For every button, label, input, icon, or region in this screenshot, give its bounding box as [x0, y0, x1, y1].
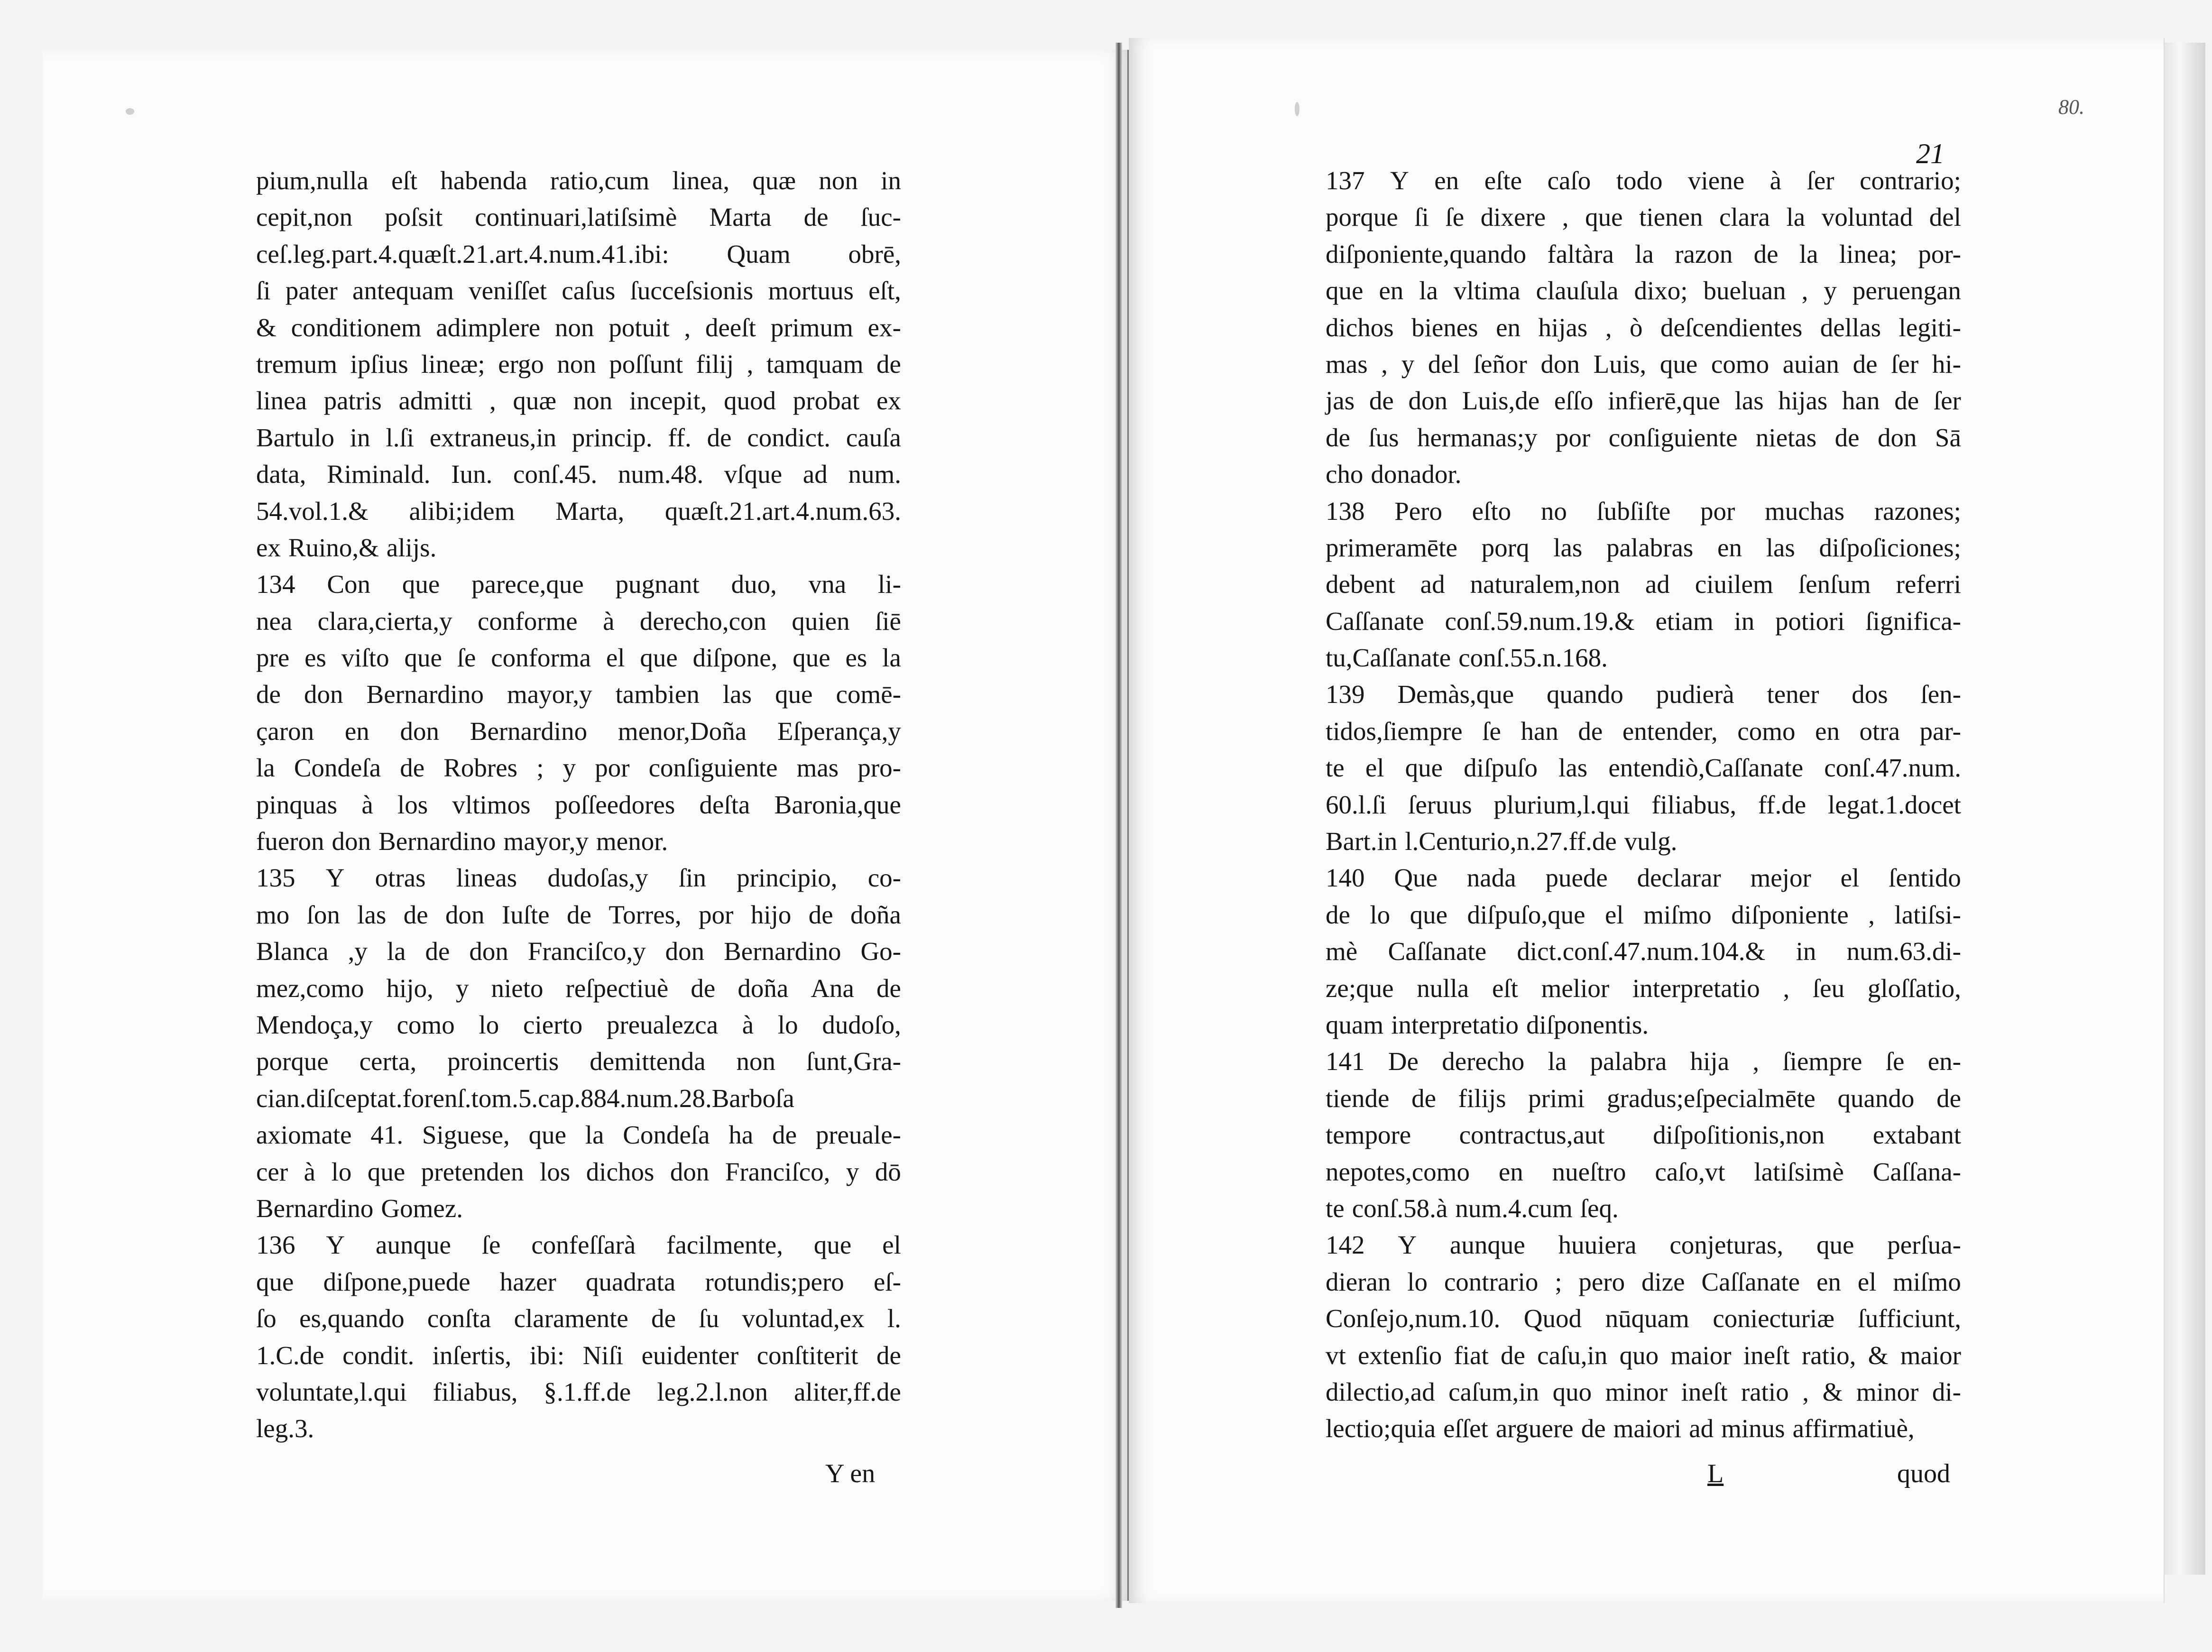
text-line: jas de don Luis,de eſſo infierē,que las hijas han de ſer — [1326, 386, 1961, 415]
text-line: mè Caſſanate dict.conſ.47.num.104.& in num.63.di- — [1326, 937, 1961, 966]
text-line: 142 Y aunque huuiera conjeturas, que perſua- — [1326, 1230, 1961, 1260]
text-line: Blanca ,y la de don Franciſco,y don Bernardino Go- — [256, 937, 901, 966]
text-line: ze;que nulla eſt melior interpretatio , ſeu gloſſatio, — [1326, 973, 1961, 1003]
text-line: nepotes,como en nueſtro caſo,vt latiſsimè Caſſana- — [1326, 1157, 1961, 1186]
text-line: primeramēte porq las palabras en las diſpoſiciones; — [1326, 533, 1961, 562]
text-line: mo ſon las de don Iuſte de Torres, por hijo de doña — [256, 900, 901, 929]
text-line: de lo que diſpuſo,que el miſmo diſponiente , latiſsi- — [1326, 900, 1961, 929]
handwritten-folio-note: 80. — [2058, 95, 2084, 119]
text-line: linea patris admitti , quæ non incepit, quod probat ex — [256, 386, 901, 415]
text-line: axiomate 41. Siguese, que la Condeſa ha de preuale- — [256, 1120, 901, 1150]
text-line: tu,Caſſanate conſ.55.n.168. — [1326, 643, 1608, 673]
text-line: Mendoça,y como lo cierto preualezca à lo dudoſo, — [256, 1010, 901, 1039]
text-line: cepit,non poſsit continuari,latiſsimè Marta de ſuc- — [256, 203, 901, 232]
text-line: te el que diſpuſo las entendiò,Caſſanate conſ.47.num. — [1326, 753, 1961, 783]
text-line: 54.vol.1.& alibi;idem Marta, quæſt.21.art.4.num.63. — [256, 496, 901, 526]
text-line: Bart.in l.Centurio,n.27.ff.de vulg. — [1326, 827, 1677, 856]
text-line: tempore contractus,aut diſpoſitionis,non extabant — [1326, 1120, 1961, 1150]
text-line: Conſejo,num.10. Quod nūquam coniecturiæ ſufficiunt, — [1326, 1304, 1961, 1333]
text-line: que diſpone,puede hazer quadrata rotundis;pero eſ- — [256, 1267, 901, 1296]
text-line: leg.3. — [256, 1414, 314, 1443]
text-line: dieran lo contrario ; pero dize Caſſanate en el miſmo — [1326, 1267, 1961, 1296]
right-text-column — [1326, 162, 1961, 1447]
text-line: ex Ruino,& alijs. — [256, 533, 437, 562]
text-line: diſponiente,quando faltàra la razon de la linea; por- — [1326, 239, 1961, 268]
text-line: de ſus hermanas;y por conſiguiente nietas de don Sā — [1326, 423, 1961, 452]
text-line: 137 Y en eſte caſo todo viene à ſer contrario; — [1326, 166, 1961, 195]
text-line: vt extenſio fiat de caſu,in quo maior ineſt ratio, & maior — [1326, 1340, 1961, 1370]
right-catchword: quod — [1897, 1459, 1950, 1488]
text-line: lectio;quia eſſet arguere de maiori ad minus affirmatiuè, — [1326, 1414, 1915, 1443]
text-line: porque ſi ſe dixere , que tienen clara la voluntad del — [1326, 203, 1961, 232]
text-line: Bernardino Gomez. — [256, 1193, 463, 1223]
text-line: ceſ.leg.part.4.quæſt.21.art.4.num.41.ibi: Quam obrē, — [256, 239, 901, 268]
text-line: de don Bernardino mayor,y tambien las que comē- — [256, 680, 901, 709]
text-line: Caſſanate conſ.59.num.19.& etiam in potiori ſignifica- — [1326, 606, 1961, 636]
text-line: ſo es,quando conſta claramente de ſu voluntad,ex l. — [256, 1304, 901, 1333]
text-line: nea clara,cierta,y conforme à derecho,con quien ſiē — [256, 606, 901, 636]
text-line: 138 Pero eſto no ſubſiſte por muchas razones; — [1326, 496, 1961, 526]
text-line: te conſ.58.à num.4.cum ſeq. — [1326, 1193, 1619, 1223]
text-line: pinquas à los vltimos poſſeedores deſta Baronia,que — [256, 790, 901, 819]
text-line: 1.C.de condit. inſertis, ibi: Niſi euidenter conſtiterit de — [256, 1340, 901, 1370]
text-line: & conditionem adimplere non potuit , deeſt primum ex- — [256, 313, 901, 342]
text-line: cian.diſceptat.forenſ.tom.5.cap.884.num.28.Barboſa — [256, 1083, 794, 1113]
text-line: tiende de filijs primi gradus;eſpecialmēte quando de — [1326, 1083, 1961, 1113]
text-line: mas , y del ſeñor don Luis, que como auian de ſer hi- — [1326, 349, 1961, 378]
text-line: cho donador. — [1326, 460, 1462, 489]
text-line: dichos bienes en hijas , ò deſcendientes dellas legiti- — [1326, 313, 1961, 342]
text-line: porque certa, proincertis demittenda non ſunt,Gra- — [256, 1047, 901, 1076]
text-line: pium,nulla eſt habenda ratio,cum linea, quæ non in — [256, 166, 901, 195]
text-line: ſi pater antequam veniſſet caſus ſucceſsionis mortuus eſt, — [256, 276, 901, 305]
signature-mark: L — [1707, 1459, 1724, 1488]
left-text-column — [256, 162, 901, 1447]
text-line: tidos,ſiempre ſe han de entender, como en otra par- — [1326, 716, 1961, 746]
text-line: dilectio,ad caſum,in quo minor ineſt ratio , & minor di- — [1326, 1377, 1961, 1406]
text-line: la Condeſa de Robres ; y por conſiguiente mas pro- — [256, 753, 901, 783]
text-line: 136 Y aunque ſe confeſſarà facilmente, que el — [256, 1230, 901, 1260]
text-line: quam interpretatio diſponentis. — [1326, 1010, 1649, 1039]
text-line: data, Riminald. Iun. conſ.45. num.48. vſque ad num. — [256, 460, 901, 489]
text-line: 134 Con que parece,que pugnant duo, vna li- — [256, 570, 901, 599]
text-line: 141 De derecho la palabra hija , ſiempre ſe en- — [1326, 1047, 1961, 1076]
text-line: tremum ipſius lineæ; ergo non poſſunt filij , tamquam de — [256, 349, 901, 378]
text-line: 135 Y otras lineas dudoſas,y ſin principio, co- — [256, 863, 901, 893]
ink-smudge — [1295, 102, 1300, 116]
text-line: Bartulo in l.ſi extraneus,in princip. ff. de condict. cauſa — [256, 423, 901, 452]
text-line: 140 Que nada puede declarar mejor el ſentido — [1326, 863, 1961, 893]
book-gutter — [1115, 43, 1122, 1608]
text-line: fueron don Bernardino mayor,y menor. — [256, 827, 668, 856]
text-line: çaron en don Bernardino menor,Doña Eſperança,y — [256, 716, 901, 746]
page-edge-strip — [2163, 43, 2205, 1575]
text-line: que en la vltima clauſula dixo; bueluan , y peruengan — [1326, 276, 1961, 305]
text-line: pre es viſto que ſe conforma el que diſpone, que es la — [256, 643, 901, 673]
ink-smudge — [126, 108, 134, 115]
text-line: voluntate,l.qui filiabus, §.1.ff.de leg.2.l.non aliter,ff.de — [256, 1377, 901, 1406]
text-line: 139 Demàs,que quando pudierà tener dos ſen- — [1326, 680, 1961, 709]
left-catchword: Y en — [825, 1459, 876, 1488]
text-line: mez,como hijo, y nieto reſpectiuè de doña Ana de — [256, 973, 901, 1003]
folio-number: 21 — [1916, 138, 1945, 169]
text-line: cer à lo que pretenden los dichos don Franciſco, y dō — [256, 1157, 901, 1186]
text-line: 60.l.ſi ſeruus plurium,l.qui filiabus, ff.de legat.1.docet — [1326, 790, 1961, 819]
text-line: debent ad naturalem,non ad ciuilem ſenſum referri — [1326, 570, 1961, 599]
